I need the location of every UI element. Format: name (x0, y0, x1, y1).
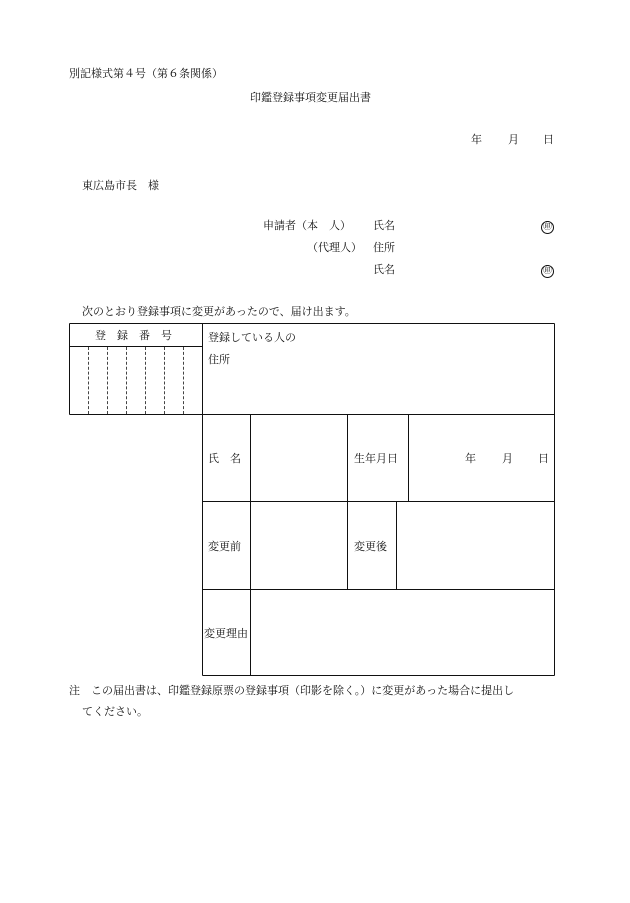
digit-divider (126, 347, 127, 414)
after-change-label: 変更後 (354, 540, 387, 553)
applicant-principal-label: 申請者（本 人） (263, 219, 351, 232)
seal-mark-icon: ㊞ (542, 222, 552, 232)
digit-divider (107, 347, 108, 414)
digit-divider (164, 347, 165, 414)
date-month-label: 月 (508, 133, 519, 146)
applicant-name-label: 氏名 (373, 219, 395, 232)
name-label: 氏 名 (208, 452, 241, 465)
date-year-label: 年 (471, 133, 482, 146)
page-title: 印鑑登録事項変更届出書 (250, 91, 371, 104)
birth-year-label: 年 (465, 452, 476, 465)
digit-divider (183, 347, 184, 414)
digit-divider (145, 347, 146, 414)
note-line-1: 注 この届出書は、印鑑登録原票の登録事項（印影を除く。）に変更があった場合に提出し (69, 684, 515, 697)
form-number: 別記様式第４号（第６条関係） (69, 67, 223, 80)
applicant-agent-label: （代理人） (307, 241, 362, 254)
addressee: 東広島市長 様 (82, 179, 159, 192)
agent-name-label: 氏名 (373, 263, 395, 276)
date-day-label: 日 (543, 133, 554, 146)
change-reason-label: 変更理由 (204, 627, 248, 640)
intro-text: 次のとおり登録事項に変更があったので、届け出ます。 (82, 305, 356, 318)
registered-address-label: 住所 (208, 353, 230, 366)
registration-number-label: 登 録 番 号 (95, 329, 172, 342)
digit-divider (88, 347, 89, 414)
before-change-label: 変更前 (208, 540, 241, 553)
applicant-address-label: 住所 (373, 241, 395, 254)
registered-person-label: 登録している人の (208, 331, 296, 344)
seal-mark-icon: ㊞ (542, 266, 552, 276)
birthdate-label: 生年月日 (354, 452, 398, 465)
note-line-2: てください。 (82, 705, 148, 718)
birth-month-label: 月 (502, 452, 513, 465)
birth-day-label: 日 (538, 452, 549, 465)
